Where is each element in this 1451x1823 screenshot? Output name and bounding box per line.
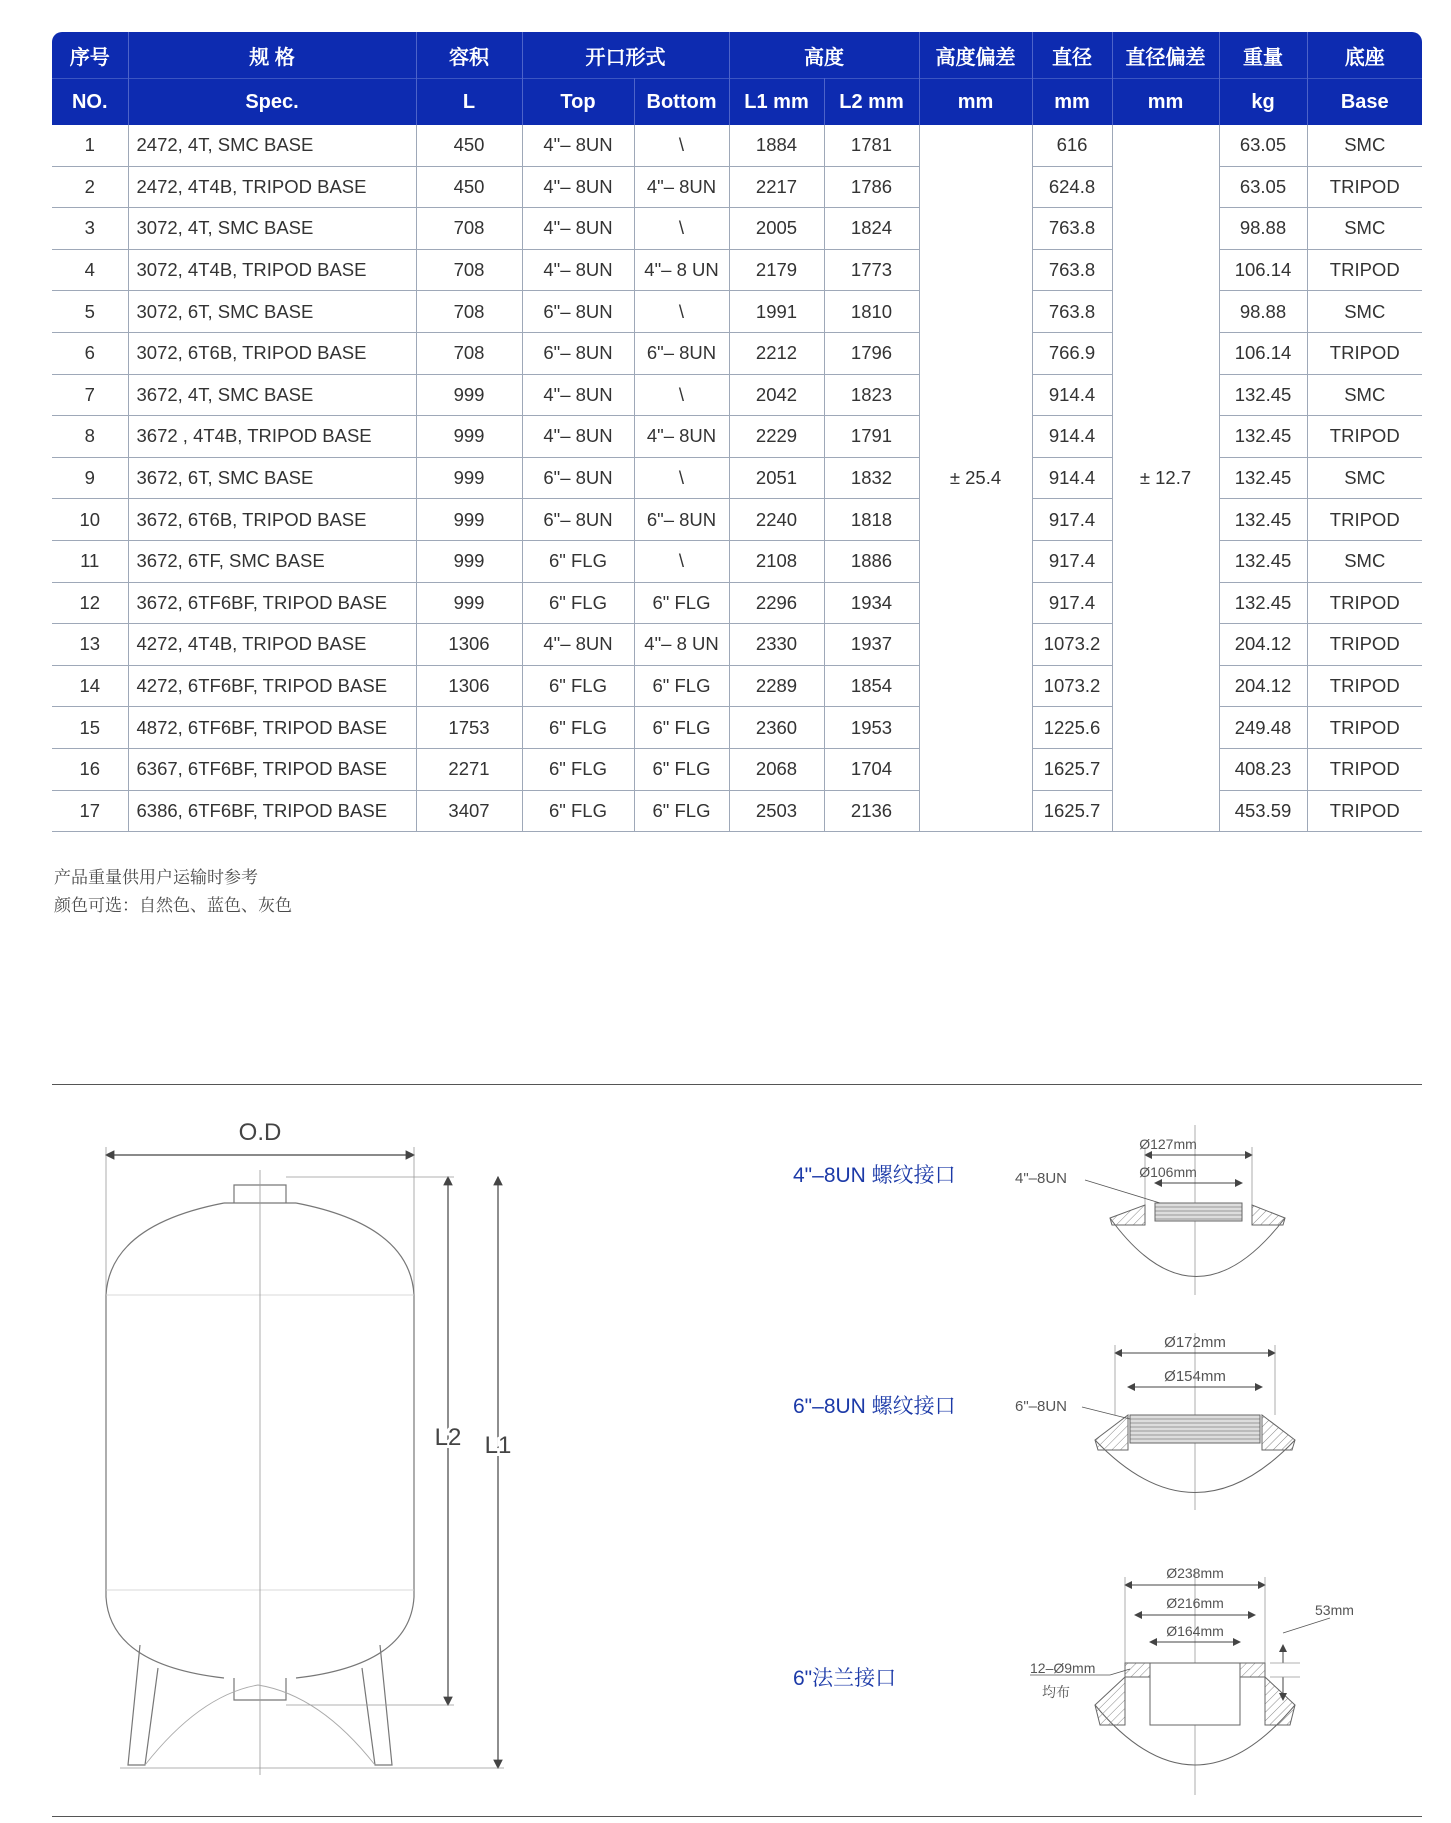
cell-base: TRIPOD — [1307, 624, 1422, 666]
callout-4in: 4"–8UN — [1015, 1170, 1068, 1187]
cell-bottom: 6" FLG — [634, 582, 729, 624]
cell-spec: 4272, 4T4B, TRIPOD BASE — [128, 624, 416, 666]
cell-top: 4"– 8UN — [522, 249, 634, 291]
cell-l2: 1781 — [824, 125, 919, 166]
cell-l1: 2289 — [729, 665, 824, 707]
header-spec-cn: 规 格 — [128, 32, 416, 79]
cell-weight: 106.14 — [1219, 249, 1307, 291]
cell-volume: 999 — [416, 582, 522, 624]
cell-no: 8 — [52, 416, 128, 458]
dim-154-label: Ø154mm — [1164, 1368, 1226, 1385]
cell-weight: 249.48 — [1219, 707, 1307, 749]
header-height-tol-en: mm — [919, 79, 1032, 126]
cell-l1: 2108 — [729, 540, 824, 582]
cell-volume: 3407 — [416, 790, 522, 832]
cell-spec: 3072, 4T4B, TRIPOD BASE — [128, 249, 416, 291]
cell-l2: 1824 — [824, 208, 919, 250]
cell-bottom: 6" FLG — [634, 748, 729, 790]
l2-label: L2 — [434, 1424, 462, 1451]
cell-no: 9 — [52, 457, 128, 499]
spec-table-body — [52, 125, 1422, 832]
cell-no: 12 — [52, 582, 128, 624]
cell-no: 11 — [52, 540, 128, 582]
cell-top: 6" FLG — [522, 748, 634, 790]
cell-bottom: \ — [634, 125, 729, 166]
cell-l2: 1886 — [824, 540, 919, 582]
dim-127-label: Ø127mm — [1139, 1136, 1197, 1152]
cell-diameter: 763.8 — [1032, 291, 1112, 333]
connection-6in-title: 6"–8UN 螺纹接口 — [793, 1395, 956, 1418]
cell-spec: 3672, 4T, SMC BASE — [128, 374, 416, 416]
cell-base: SMC — [1307, 125, 1422, 166]
cell-diameter: 914.4 — [1032, 457, 1112, 499]
cell-no: 4 — [52, 249, 128, 291]
callout-holes: 12–Ø9mm — [1030, 1660, 1096, 1676]
connection-flange-title: 6"法兰接口 — [793, 1667, 897, 1690]
cell-base: SMC — [1307, 540, 1422, 582]
cell-l2: 1953 — [824, 707, 919, 749]
cell-base: SMC — [1307, 457, 1422, 499]
cell-l2: 1791 — [824, 416, 919, 458]
cell-spec: 3672 , 4T4B, TRIPOD BASE — [128, 416, 416, 458]
notes — [54, 864, 292, 920]
cell-bottom: 4"– 8 UN — [634, 249, 729, 291]
tank-elevation — [106, 1147, 504, 1775]
dim-216-label: Ø216mm — [1166, 1595, 1224, 1611]
cell-no: 14 — [52, 665, 128, 707]
cell-weight: 453.59 — [1219, 790, 1307, 832]
cell-top: 4"– 8UN — [522, 416, 634, 458]
cell-weight: 132.45 — [1219, 540, 1307, 582]
cell-l2: 1786 — [824, 166, 919, 208]
cell-weight: 204.12 — [1219, 665, 1307, 707]
cell-l2: 2136 — [824, 790, 919, 832]
cell-spec: 3672, 6TF6BF, TRIPOD BASE — [128, 582, 416, 624]
header-diameter-en: mm — [1032, 79, 1112, 126]
cell-top: 6"– 8UN — [522, 332, 634, 374]
header-spec-en: Spec. — [128, 79, 416, 126]
note-colors: 颜色可选：自然色、蓝色、灰色 — [54, 896, 292, 915]
l1-label: L1 — [484, 1432, 512, 1459]
cell-top: 6" FLG — [522, 582, 634, 624]
cell-no: 10 — [52, 499, 128, 541]
cell-base: TRIPOD — [1307, 665, 1422, 707]
technical-drawing — [0, 1085, 1451, 1815]
cell-l2: 1818 — [824, 499, 919, 541]
table-row — [52, 125, 1422, 166]
cell-spec: 3072, 6T6B, TRIPOD BASE — [128, 332, 416, 374]
cell-weight: 132.45 — [1219, 416, 1307, 458]
header-bottom-en: Bottom — [634, 79, 729, 126]
header-diameter-tol-en: mm — [1112, 79, 1219, 126]
cell-l2: 1937 — [824, 624, 919, 666]
cell-l1: 2229 — [729, 416, 824, 458]
cell-base: SMC — [1307, 208, 1422, 250]
header-base-cn: 底座 — [1307, 32, 1422, 79]
cell-diameter: 1225.6 — [1032, 707, 1112, 749]
cell-no: 7 — [52, 374, 128, 416]
cell-no: 5 — [52, 291, 128, 333]
cell-spec: 3672, 6TF, SMC BASE — [128, 540, 416, 582]
cell-volume: 1306 — [416, 665, 522, 707]
cell-weight: 98.88 — [1219, 291, 1307, 333]
cell-no: 2 — [52, 166, 128, 208]
header-weight-en: kg — [1219, 79, 1307, 126]
cell-top: 6" FLG — [522, 790, 634, 832]
cell-bottom: \ — [634, 540, 729, 582]
diameter-tolerance-cell: ± 12.7 — [1112, 125, 1219, 832]
header-row-cn — [52, 32, 1422, 79]
cell-bottom: 4"– 8 UN — [634, 624, 729, 666]
cell-bottom: \ — [634, 208, 729, 250]
dome-arc-4in — [1110, 1218, 1285, 1277]
cell-spec: 3072, 6T, SMC BASE — [128, 291, 416, 333]
cell-diameter: 917.4 — [1032, 582, 1112, 624]
cell-l1: 1884 — [729, 125, 824, 166]
cell-volume: 999 — [416, 416, 522, 458]
dim-172-label: Ø172mm — [1164, 1334, 1226, 1351]
cell-diameter: 1073.2 — [1032, 665, 1112, 707]
cell-weight: 132.45 — [1219, 374, 1307, 416]
cell-volume: 999 — [416, 457, 522, 499]
cell-volume: 450 — [416, 125, 522, 166]
cell-no: 1 — [52, 125, 128, 166]
cell-diameter: 917.4 — [1032, 499, 1112, 541]
cell-no: 13 — [52, 624, 128, 666]
header-base-en: Base — [1307, 79, 1422, 126]
cell-weight: 98.88 — [1219, 208, 1307, 250]
cell-spec: 6386, 6TF6BF, TRIPOD BASE — [128, 790, 416, 832]
cell-top: 4"– 8UN — [522, 125, 634, 166]
cell-top: 6" FLG — [522, 540, 634, 582]
cell-weight: 132.45 — [1219, 582, 1307, 624]
cell-top: 6"– 8UN — [522, 499, 634, 541]
header-diameter-cn: 直径 — [1032, 32, 1112, 79]
cell-l1: 2217 — [729, 166, 824, 208]
cell-base: SMC — [1307, 291, 1422, 333]
dim-106-label: Ø106mm — [1139, 1164, 1197, 1180]
cell-volume: 2271 — [416, 748, 522, 790]
cell-diameter: 1625.7 — [1032, 790, 1112, 832]
cell-weight: 408.23 — [1219, 748, 1307, 790]
cell-diameter: 917.4 — [1032, 540, 1112, 582]
cell-l1: 2212 — [729, 332, 824, 374]
cell-l1: 2360 — [729, 707, 824, 749]
cell-no: 17 — [52, 790, 128, 832]
cell-weight: 132.45 — [1219, 457, 1307, 499]
cell-bottom: 6"– 8UN — [634, 499, 729, 541]
header-l1-en: L1 mm — [729, 79, 824, 126]
cell-l1: 2503 — [729, 790, 824, 832]
cell-volume: 708 — [416, 208, 522, 250]
cell-weight: 63.05 — [1219, 166, 1307, 208]
cell-l2: 1854 — [824, 665, 919, 707]
cell-l2: 1704 — [824, 748, 919, 790]
header-top-en: Top — [522, 79, 634, 126]
dim-238-label: Ø238mm — [1166, 1565, 1224, 1581]
cell-l2: 1832 — [824, 457, 919, 499]
header-l2-en: L2 mm — [824, 79, 919, 126]
cell-diameter: 763.8 — [1032, 249, 1112, 291]
cell-diameter: 624.8 — [1032, 166, 1112, 208]
cell-no: 15 — [52, 707, 128, 749]
cell-l1: 1991 — [729, 291, 824, 333]
cell-l1: 2042 — [729, 374, 824, 416]
cell-spec: 3672, 6T, SMC BASE — [128, 457, 416, 499]
cell-base: TRIPOD — [1307, 166, 1422, 208]
header-no-en: NO. — [52, 79, 128, 126]
cell-volume: 708 — [416, 249, 522, 291]
thread-4in — [1155, 1203, 1242, 1221]
cell-diameter: 616 — [1032, 125, 1112, 166]
cell-bottom: 6" FLG — [634, 707, 729, 749]
cell-volume: 999 — [416, 499, 522, 541]
cell-top: 4"– 8UN — [522, 166, 634, 208]
cell-l2: 1796 — [824, 332, 919, 374]
cell-top: 6"– 8UN — [522, 457, 634, 499]
tripod-leg-left — [128, 1645, 158, 1765]
cell-top: 6" FLG — [522, 665, 634, 707]
cell-spec: 3072, 4T, SMC BASE — [128, 208, 416, 250]
callout-6in: 6"–8UN — [1015, 1398, 1068, 1415]
cell-base: TRIPOD — [1307, 332, 1422, 374]
cell-weight: 204.12 — [1219, 624, 1307, 666]
cell-bottom: 6" FLG — [634, 790, 729, 832]
cell-bottom: 6" FLG — [634, 665, 729, 707]
dim-164-label: Ø164mm — [1166, 1623, 1224, 1639]
connection-4in-title: 4"–8UN 螺纹接口 — [793, 1164, 956, 1187]
cell-diameter: 914.4 — [1032, 374, 1112, 416]
cell-weight: 63.05 — [1219, 125, 1307, 166]
cell-spec: 4872, 6TF6BF, TRIPOD BASE — [128, 707, 416, 749]
cell-no: 3 — [52, 208, 128, 250]
cell-volume: 708 — [416, 291, 522, 333]
cell-no: 6 — [52, 332, 128, 374]
header-row-en — [52, 79, 1422, 126]
header-volume-cn: 容积 — [416, 32, 522, 79]
cell-weight: 132.45 — [1219, 499, 1307, 541]
cell-diameter: 766.9 — [1032, 332, 1112, 374]
cell-volume: 999 — [416, 374, 522, 416]
cell-volume: 450 — [416, 166, 522, 208]
cell-l1: 2330 — [729, 624, 824, 666]
cell-l1: 2068 — [729, 748, 824, 790]
cell-no: 16 — [52, 748, 128, 790]
cell-base: TRIPOD — [1307, 499, 1422, 541]
cell-spec: 4272, 6TF6BF, TRIPOD BASE — [128, 665, 416, 707]
cell-l1: 2051 — [729, 457, 824, 499]
cell-top: 4"– 8UN — [522, 624, 634, 666]
cell-base: TRIPOD — [1307, 748, 1422, 790]
cell-l1: 2296 — [729, 582, 824, 624]
cell-base: TRIPOD — [1307, 582, 1422, 624]
cell-bottom: \ — [634, 374, 729, 416]
cell-top: 4"– 8UN — [522, 374, 634, 416]
cell-diameter: 1073.2 — [1032, 624, 1112, 666]
header-height-tol-cn: 高度偏差 — [919, 32, 1032, 79]
header-no-cn: 序号 — [52, 32, 128, 79]
cell-spec: 2472, 4T4B, TRIPOD BASE — [128, 166, 416, 208]
cell-bottom: 6"– 8UN — [634, 332, 729, 374]
cell-base: TRIPOD — [1307, 249, 1422, 291]
cell-l1: 2005 — [729, 208, 824, 250]
cell-bottom: 4"– 8UN — [634, 416, 729, 458]
connection-6in-detail — [1082, 1333, 1295, 1510]
cell-base: SMC — [1307, 374, 1422, 416]
thread-6in — [1130, 1415, 1260, 1443]
cell-volume: 999 — [416, 540, 522, 582]
height-tolerance-cell: ± 25.4 — [919, 125, 1032, 832]
cell-l1: 2240 — [729, 499, 824, 541]
cell-base: TRIPOD — [1307, 790, 1422, 832]
cell-l2: 1773 — [824, 249, 919, 291]
header-height-cn: 高度 — [729, 32, 919, 79]
cell-base: TRIPOD — [1307, 416, 1422, 458]
cell-bottom: \ — [634, 291, 729, 333]
cell-diameter: 763.8 — [1032, 208, 1112, 250]
cell-diameter: 1625.7 — [1032, 748, 1112, 790]
cell-spec: 6367, 6TF6BF, TRIPOD BASE — [128, 748, 416, 790]
od-label: O.D — [238, 1119, 282, 1146]
cell-l1: 2179 — [729, 249, 824, 291]
dim-53-label: 53mm — [1315, 1602, 1354, 1618]
cell-l2: 1934 — [824, 582, 919, 624]
header-weight-cn: 重量 — [1219, 32, 1307, 79]
cell-top: 6" FLG — [522, 707, 634, 749]
cell-top: 4"– 8UN — [522, 208, 634, 250]
header-volume-en: L — [416, 79, 522, 126]
cell-l2: 1810 — [824, 291, 919, 333]
cell-weight: 106.14 — [1219, 332, 1307, 374]
cell-top: 6"– 8UN — [522, 291, 634, 333]
divider-bottom — [52, 1816, 1422, 1817]
spec-table — [52, 32, 1422, 832]
cell-volume: 1753 — [416, 707, 522, 749]
note-weight: 产品重量供用户运输时参考 — [54, 868, 258, 887]
header-diameter-tol-cn: 直径偏差 — [1112, 32, 1219, 79]
cell-spec: 2472, 4T, SMC BASE — [128, 125, 416, 166]
cell-volume: 1306 — [416, 624, 522, 666]
cell-spec: 3672, 6T6B, TRIPOD BASE — [128, 499, 416, 541]
cell-l2: 1823 — [824, 374, 919, 416]
cell-diameter: 914.4 — [1032, 416, 1112, 458]
cell-base: TRIPOD — [1307, 707, 1422, 749]
header-opening-cn: 开口形式 — [522, 32, 729, 79]
cell-bottom: \ — [634, 457, 729, 499]
cell-volume: 708 — [416, 332, 522, 374]
cell-bottom: 4"– 8UN — [634, 166, 729, 208]
callout-evenly: 均布 — [1042, 1684, 1070, 1700]
